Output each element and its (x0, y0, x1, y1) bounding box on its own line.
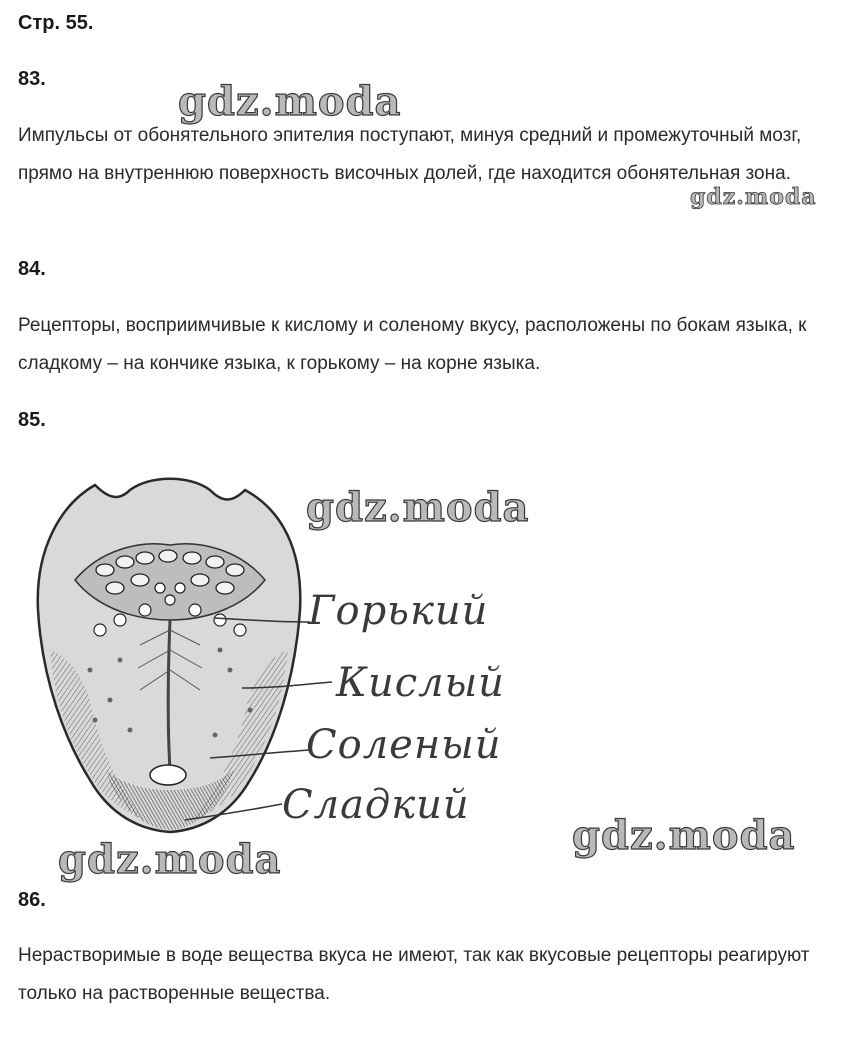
task-83-text: Импульсы от обонятельного эпителия поступают, минуя средний и промежуточный мозг, прямо на внутреннюю поверхность височных долей, где находится обонятельная зона. (18, 125, 802, 184)
label-sweet: Сладкий (282, 782, 470, 828)
watermark: gdz.moda (572, 812, 796, 859)
task-85-number: 85. (18, 409, 46, 431)
label-bitter: Горький (308, 588, 489, 634)
task-84-number: 84. (18, 258, 46, 280)
page-header: Стр. 55. (18, 12, 94, 34)
watermark: gdz.moda (178, 78, 402, 125)
task-86-text: Нерастворимые в воде вещества вкуса не имеют, так как вкусовые рецепторы реагируют только на растворенные вещества. (18, 945, 810, 1004)
task-83-number: 83. (18, 68, 46, 90)
task-86-number: 86. (18, 889, 46, 911)
task-84-text: Рецепторы, восприимчивые к кислому и соленому вкусу, расположены по бокам языка, к сладкому – на кончике языка, к горькому – на корне языка. (18, 315, 807, 374)
label-salty: Соленый (306, 722, 502, 768)
watermark: gdz.moda (306, 484, 530, 531)
watermark: gdz.moda (690, 184, 817, 210)
watermark: gdz.moda (58, 836, 282, 883)
label-sour: Кислый (336, 660, 505, 706)
